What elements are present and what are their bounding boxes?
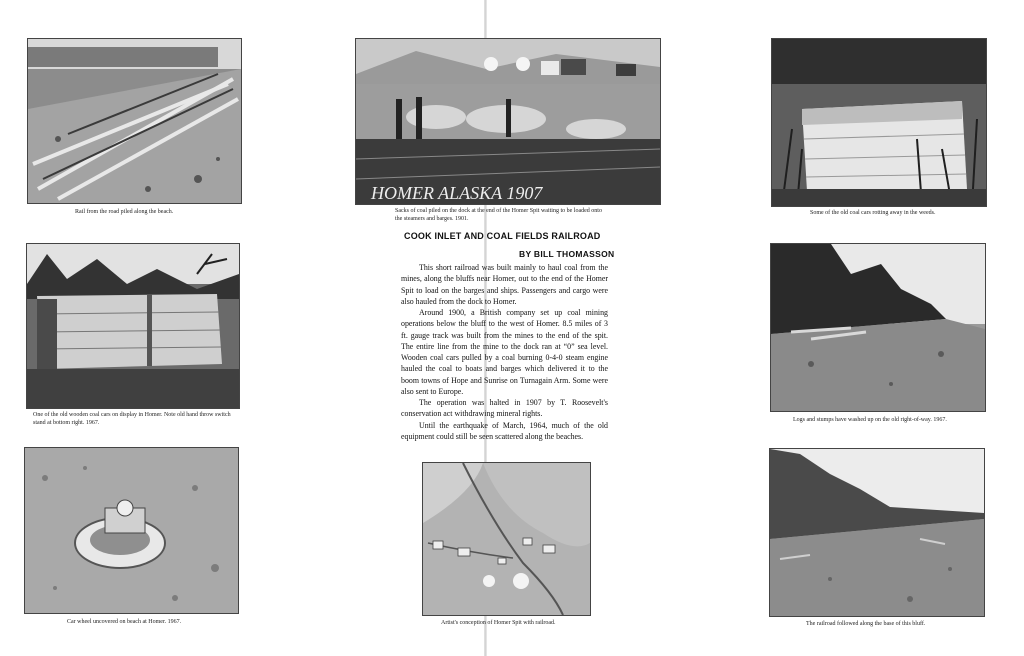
- photo-coal-cars-weeds: [771, 38, 987, 207]
- caption-artist-spit: Artist's conception of Homer Spit with railroad.: [441, 620, 556, 626]
- article-paragraph: The operation was halted in 1907 by T. Roosevelt's conservation act withdrawing mineral rights.: [401, 398, 608, 419]
- caption-logs-stumps: Logs and stumps have washed up on the old right-of-way. 1967.: [793, 417, 947, 423]
- photo-logs-stumps: [770, 243, 986, 412]
- caption-coal-car-display: One of the old wooden coal cars on display in Homer. Note old hand throw switch stand at bottom right. 1967.: [33, 412, 231, 426]
- photo-coal-dock: [355, 38, 661, 205]
- article-paragraph: Around 1900, a British company set up coal mining operations below the bluff to the west of Homer. 8.5 miles of 3 ft. gauge track was built from the mines to the end of the spit. The entire line from the mine to the dock ran at “0” sea level. Wooden coal cars pulled by a coal burning 0-4-0 steam engine hauled the coal to boats and barges which delivered it to the boom towns of Hope and Sunrise on Turnagain Arm. Some were also sent to Europe.: [401, 308, 608, 396]
- caption-coal-dock: Sacks of coal piled on the dock at the end of the Homer Spit waiting to be loaded onto the steamers and barges. 1901.: [395, 208, 602, 222]
- article-byline: BY BILL THOMASSON: [519, 249, 615, 259]
- caption-car-wheel: Car wheel uncovered on beach at Homer. 1967.: [67, 619, 182, 625]
- article-paragraph: This short railroad was built mainly to haul coal from the mines, along the bluffs near Homer, out to the end of the Homer Spit to load on the barges and ships. Passengers and cargo were also hauled from the dock to Homer.: [401, 263, 608, 306]
- caption-bluff: The railroad followed along the base of this bluff.: [806, 621, 926, 627]
- article-body: [401, 262, 608, 442]
- photo-coal-car-display: [26, 243, 240, 409]
- caption-rail-pile: Rail from the road piled along the beach.: [75, 209, 174, 215]
- article-title: COOK INLET AND COAL FIELDS RAILROAD: [404, 231, 601, 241]
- caption-coal-cars-weeds: Some of the old coal cars rotting away in the weeds.: [810, 210, 936, 216]
- photo-car-wheel: [24, 447, 239, 614]
- photo-bluff: [769, 448, 985, 617]
- photo-artist-spit: [422, 462, 591, 616]
- article-paragraph: Until the earthquake of March, 1964, much of the old equipment could still be seen scattered along the beaches.: [401, 420, 608, 441]
- dock-inscription: HOMER ALASKA 1907: [371, 183, 543, 203]
- photo-rail-pile: [27, 38, 242, 204]
